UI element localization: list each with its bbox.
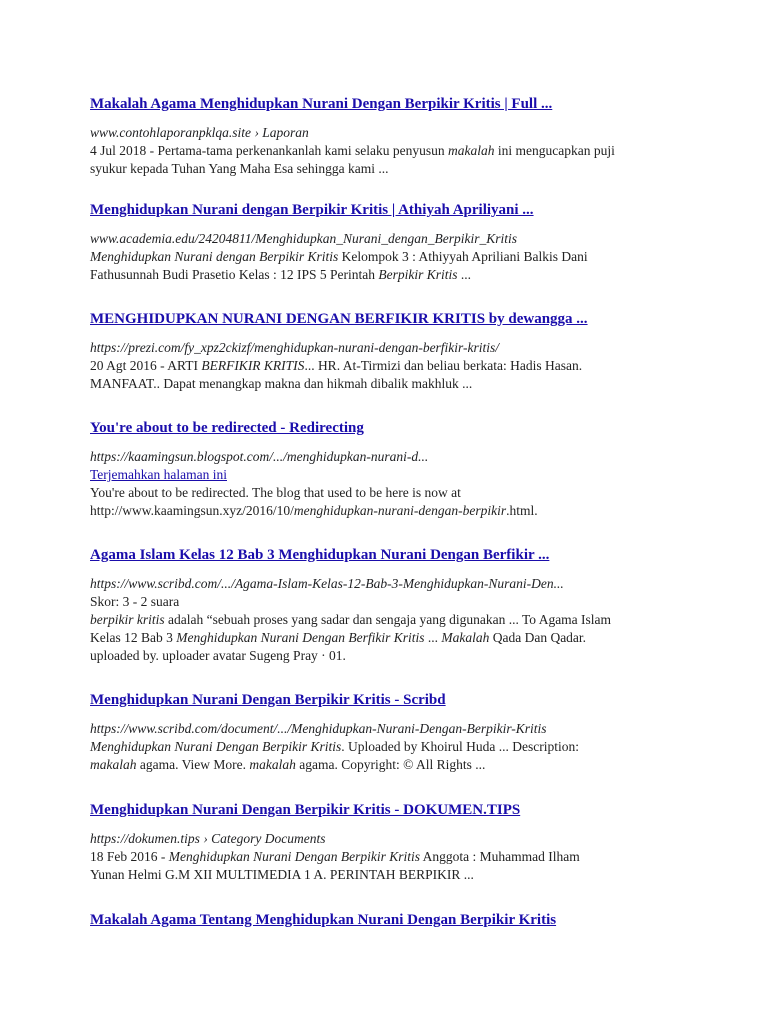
snippet-text: Kelompok 3 : Athiyyah Apriliani Balkis Dani [338,249,588,264]
snippet-line [90,611,690,629]
snippet-line [90,848,690,866]
snippet-highlight: makalah [90,757,137,772]
snippet-text: You're about to be redirected. The blog that used to be here is now at [90,485,461,500]
result-snippet [90,738,690,774]
snippet-text: uploaded by. uploader avatar Sugeng Pray · 01. [90,648,346,663]
search-result [90,801,700,882]
snippet-text: ini mengucapkan puji [494,143,615,158]
result-title-link[interactable]: Makalah Agama Tentang Menghidupkan Nurani Dengan Berpikir Kritis [90,912,557,928]
search-result [90,546,700,663]
snippet-highlight: makalah [249,757,296,772]
result-snippet [90,248,690,284]
result-title-link[interactable]: Menghidupkan Nurani Dengan Berpikir Kritis - Scribd [90,692,446,708]
snippet-highlight: makalah [448,143,495,158]
search-result [90,201,700,282]
snippet-text: Skor: 3 - 2 suara [90,594,180,609]
snippet-text: 20 Agt 2016 - ARTI [90,358,202,373]
snippet-line [90,375,690,393]
snippet-line [90,756,690,774]
snippet-text: Fathusunnah Budi Prasetio Kelas : 12 IPS 5 Perintah [90,267,379,282]
snippet-text: ... [424,630,442,645]
snippet-line [90,629,690,647]
snippet-text: adalah “sebuah proses yang sadar dan sengaja yang digunakan ... To Agama Islam [164,612,612,627]
snippet-line [90,142,690,160]
snippet-text: Kelas 12 Bab 3 [90,630,177,645]
snippet-line [90,647,690,665]
snippet-text: MANFAAT.. Dapat menangkap makna dan hikmah dibalik makhluk ... [90,376,473,391]
result-url: https://www.scribd.com/document/.../Menghidupkan-Nurani-Dengan-Berpikir-Kritis [90,721,547,736]
snippet-highlight: Menghidupkan Nurani Dengan Berpikir Kritis [168,849,420,864]
snippet-highlight: Menghidupkan Nurani dengan Berpikir Kritis [90,249,339,264]
result-title-link[interactable]: Makalah Agama Menghidupkan Nurani Dengan Berpikir Kritis | Full ... [90,96,553,112]
snippet-line [90,266,690,284]
result-title-link[interactable]: Menghidupkan Nurani Dengan Berpikir Kritis - DOKUMEN.TIPS [90,802,521,818]
result-title-link[interactable]: MENGHIDUPKAN NURANI DENGAN BERFIKIR KRITIS by dewangga ... [90,311,588,327]
snippet-highlight: menghidupkan-nurani-dengan-berpikir [293,503,507,518]
result-snippet [90,484,690,520]
snippet-text: Yunan Helmi G.M XII MULTIMEDIA 1 A. PERINTAH BERPIKIR ... [90,867,474,882]
result-url: www.contohlaporanpklqa.site › Laporan [90,125,309,140]
result-url: https://prezi.com/fy_xpz2ckizf/menghidupkan-nurani-dengan-berfikir-kritis/ [90,340,500,355]
search-result [90,691,700,772]
snippet-highlight: Berpikir Kritis [378,267,458,282]
search-result [90,95,700,176]
snippet-text: . Uploaded by Khoirul Huda ... Description: [341,739,579,754]
snippet-line [90,160,690,178]
snippet-line [90,593,690,611]
snippet-line [90,484,690,502]
snippet-line [90,738,690,756]
snippet-highlight: Menghidupkan Nurani Dengan Berpikir Kritis [90,739,342,754]
translate-page-link[interactable]: Terjemahkan halaman ini [90,467,227,482]
result-snippet [90,357,690,393]
result-snippet [90,593,690,665]
snippet-line [90,357,690,375]
snippet-highlight: berpikir kritis [90,612,165,627]
result-url: https://dokumen.tips › Category Documents [90,831,326,846]
result-title-link[interactable]: Menghidupkan Nurani dengan Berpikir Kritis | Athiyah Apriliyani ... [90,202,534,218]
snippet-line [90,866,690,884]
snippet-text: Anggota : Muhammad Ilham [419,849,580,864]
snippet-line [90,248,690,266]
snippet-line [90,502,690,520]
search-result [90,911,700,929]
snippet-text: agama. View More. [136,757,250,772]
snippet-text: ... HR. At-Tirmizi dan beliau berkata: Hadis Hasan. [304,358,583,373]
result-url: https://www.scribd.com/.../Agama-Islam-Kelas-12-Bab-3-Menghidupkan-Nurani-Den... [90,576,564,591]
snippet-text: Qada Dan Qadar. [489,630,587,645]
result-url: www.academia.edu/24204811/Menghidupkan_Nurani_dengan_Berpikir_Kritis [90,231,517,246]
result-title-link[interactable]: You're about to be redirected - Redirecting [90,420,364,436]
result-snippet [90,142,690,178]
snippet-text: 4 Jul 2018 - Pertama-tama perkenankanlah kami selaku penyusun [90,143,449,158]
snippet-text: syukur kepada Tuhan Yang Maha Esa sehingga kami ... [90,161,389,176]
snippet-highlight: BERFIKIR KRITIS [201,358,305,373]
snippet-text: agama. Copyright: © All Rights ... [295,757,486,772]
result-title-link[interactable]: Agama Islam Kelas 12 Bab 3 Menghidupkan Nurani Dengan Berfikir ... [90,547,550,563]
snippet-highlight: Makalah [441,630,490,645]
result-url: https://kaamingsun.blogspot.com/.../menghidupkan-nurani-d... [90,449,429,464]
snippet-text: 18 Feb 2016 - [90,849,169,864]
snippet-text: http://www.kaamingsun.xyz/2016/10/ [90,503,294,518]
snippet-text: ... [457,267,471,282]
search-result [90,419,700,518]
snippet-highlight: Menghidupkan Nurani Dengan Berfikir Kritis [176,630,425,645]
snippet-text: .html. [506,503,538,518]
result-snippet [90,848,690,884]
search-result [90,310,700,391]
